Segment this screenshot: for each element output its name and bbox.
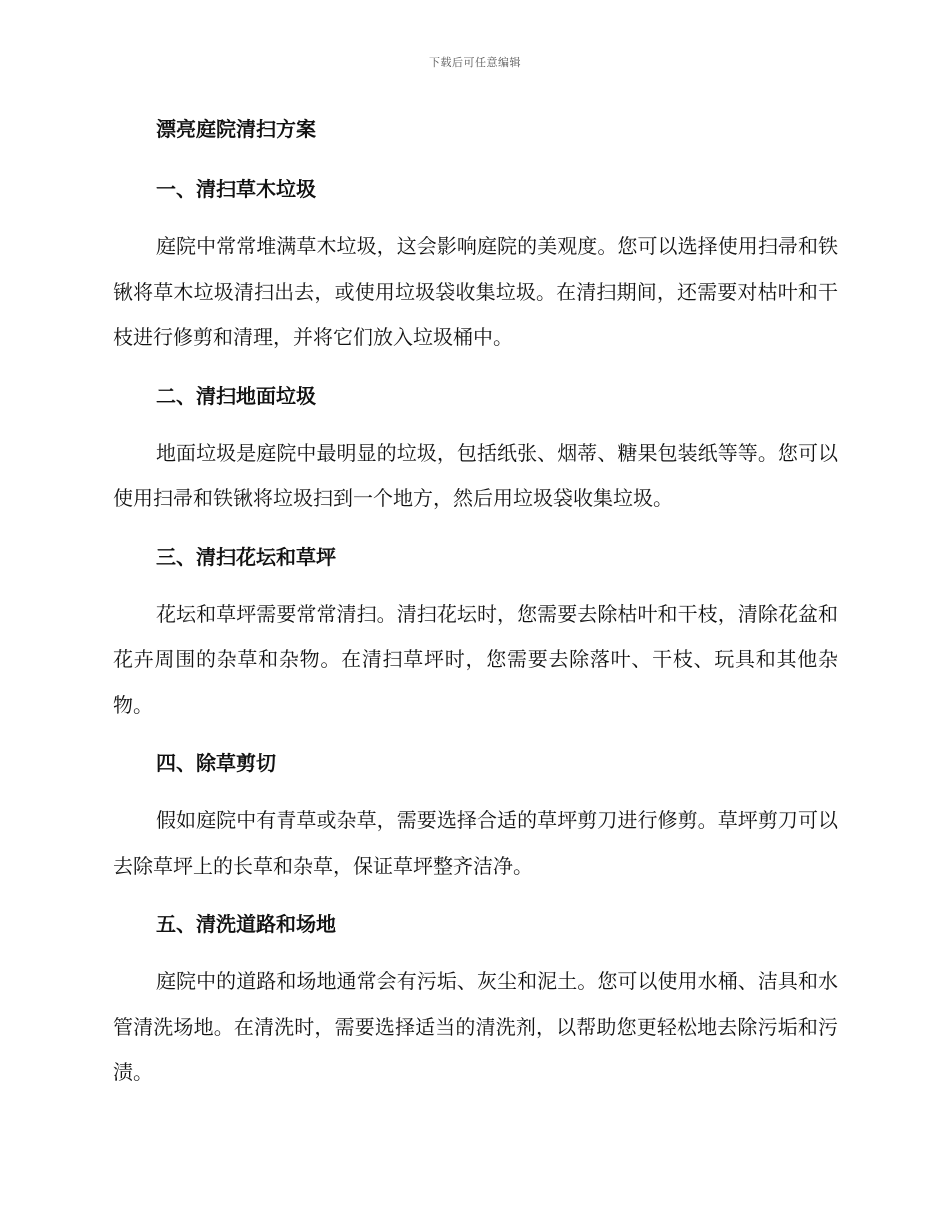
section-paragraph: 花坛和草坪需要常常清扫。清扫花坛时，您需要去除枯叶和干枝，清除花盆和花卉周围的杂草和杂物。在清扫草坪时，您需要去除落叶、干枝、玩具和其他杂物。 xyxy=(113,601,838,717)
section-paragraph: 庭院中的道路和场地通常会有污垢、灰尘和泥土。您可以使用水桶、洁具和水管清洗场地。在清洗时，需要选择适当的清洗剂，以帮助您更轻松地去除污垢和污渍。 xyxy=(113,969,838,1084)
section-clean-ground-waste xyxy=(113,375,838,522)
section-heading: 一、清扫草木垃圾 xyxy=(156,177,316,201)
section-paragraph: 地面垃圾是庭院中最明显的垃圾，包括纸张、烟蒂、糖果包装纸等等。您可以使用扫帚和铁锹将垃圾扫到一个地方，然后用垃圾袋收集垃圾。 xyxy=(113,440,838,510)
section-paragraph: 假如庭院中有青草或杂草，需要选择合适的草坪剪刀进行修剪。草坪剪刀可以去除草坪上的长草和杂草，保证草坪整齐洁净。 xyxy=(113,808,838,878)
section-clean-plant-waste xyxy=(113,168,838,361)
page-header-note: 下载后可任意编辑 xyxy=(429,56,521,69)
section-heading: 五、清洗道路和场地 xyxy=(156,912,336,936)
section-heading: 三、清扫花坛和草坪 xyxy=(156,544,336,569)
section-wash-paths-grounds xyxy=(113,903,838,1096)
section-weeding-trimming xyxy=(113,742,838,889)
document-title: 漂亮庭院清扫方案 xyxy=(156,117,316,141)
section-heading: 四、除草剪切 xyxy=(156,751,276,775)
section-heading: 二、清扫地面垃圾 xyxy=(156,383,316,408)
section-clean-flowerbed-lawn xyxy=(113,536,838,729)
section-paragraph: 庭院中常常堆满草木垃圾，这会影响庭院的美观度。您可以选择使用扫帚和铁锹将草木垃圾清扫出去，或使用垃圾袋收集垃圾。在清扫期间，还需要对枯叶和干枝进行修剪和清理，并将它们放入垃圾桶中。 xyxy=(113,234,838,349)
document-body xyxy=(113,108,838,1110)
